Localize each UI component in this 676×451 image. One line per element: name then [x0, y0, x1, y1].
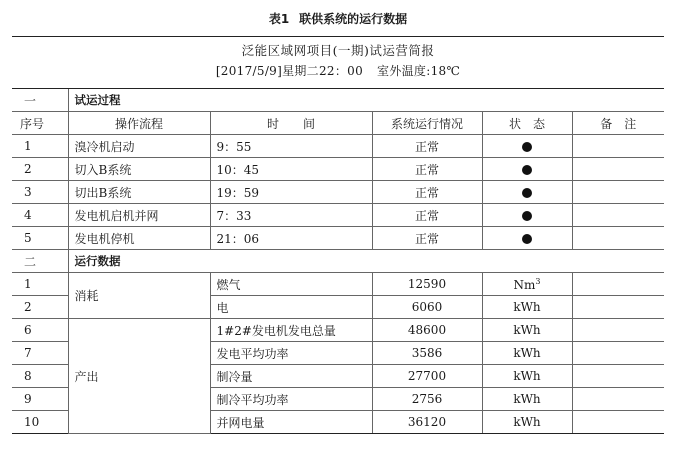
- row-note: [572, 135, 664, 158]
- table-caption: [0, 10, 676, 27]
- header-note: 备 注: [572, 112, 664, 135]
- row-no: 3: [12, 181, 68, 204]
- section-header-row: [12, 250, 664, 273]
- row-value: 36120: [372, 411, 482, 434]
- row-unit: kWh: [482, 319, 572, 342]
- row-value: 48600: [372, 319, 482, 342]
- table-row: [12, 273, 664, 296]
- row-note: [572, 181, 664, 204]
- row-situation: 正常: [372, 135, 482, 158]
- row-no: 4: [12, 204, 68, 227]
- row-value: 2756: [372, 388, 482, 411]
- filled-dot-icon: [522, 211, 532, 221]
- column-header-row: [12, 112, 664, 135]
- row-item: 制冷平均功率: [210, 388, 372, 411]
- row-item: 制冷量: [210, 365, 372, 388]
- table-row: [12, 158, 664, 181]
- section-label: 运行数据: [68, 250, 664, 273]
- row-no: 1: [12, 273, 68, 296]
- row-process: 溴冷机启动: [68, 135, 210, 158]
- row-time: 10：45: [210, 158, 372, 181]
- row-no: 8: [12, 365, 68, 388]
- row-time: 21：06: [210, 227, 372, 250]
- header-status: 状 态: [482, 112, 572, 135]
- row-situation: 正常: [372, 204, 482, 227]
- row-item: 燃气: [210, 273, 372, 296]
- table-row: [12, 319, 664, 342]
- section-number: 一: [12, 89, 68, 112]
- row-no: 1: [12, 135, 68, 158]
- header-process: 操作流程: [68, 112, 210, 135]
- table-row: [12, 204, 664, 227]
- filled-dot-icon: [522, 142, 532, 152]
- row-value: 6060: [372, 296, 482, 319]
- row-value: 27700: [372, 365, 482, 388]
- header-situation: 系统运行情况: [372, 112, 482, 135]
- section-header-row: [12, 89, 664, 112]
- row-note: [572, 227, 664, 250]
- filled-dot-icon: [522, 188, 532, 198]
- report-temperature: 室外温度:18℃: [377, 64, 461, 78]
- report-title: 泛能区域网项目(一期)试运营简报: [241, 43, 435, 58]
- row-time: 9：55: [210, 135, 372, 158]
- row-unit: kWh: [482, 342, 572, 365]
- row-item: 电: [210, 296, 372, 319]
- row-no: 10: [12, 411, 68, 434]
- row-unit: kWh: [482, 365, 572, 388]
- caption-text: 联供系统的运行数据: [299, 12, 408, 26]
- row-value: 3586: [372, 342, 482, 365]
- header-time: 时 间: [210, 112, 372, 135]
- report-subtitle: [12, 62, 664, 79]
- row-note: [572, 158, 664, 181]
- row-note: [572, 204, 664, 227]
- section-label: 试运过程: [68, 89, 664, 112]
- table-row: [12, 181, 664, 204]
- row-unit: kWh: [482, 388, 572, 411]
- row-no: 5: [12, 227, 68, 250]
- table-row: [12, 227, 664, 250]
- report-table: [12, 88, 664, 434]
- row-item: 并网电量: [210, 411, 372, 434]
- report-datetime: [2017/5/9]星期二22：00: [215, 64, 364, 78]
- row-value: 12590: [372, 273, 482, 296]
- row-item: 1#2#发电机发电总量: [210, 319, 372, 342]
- row-item: 发电平均功率: [210, 342, 372, 365]
- row-unit: Nm$^3$: [482, 273, 572, 296]
- group-consumption: 消耗: [68, 273, 210, 319]
- row-no: 6: [12, 319, 68, 342]
- row-no: 9: [12, 388, 68, 411]
- filled-dot-icon: [522, 234, 532, 244]
- row-unit: kWh: [482, 296, 572, 319]
- caption-number: 表1: [268, 12, 290, 26]
- section-number: 二: [12, 250, 68, 273]
- header-no: 序号: [12, 112, 68, 135]
- row-process: 切出B系统: [68, 181, 210, 204]
- row-no: 2: [12, 296, 68, 319]
- filled-dot-icon: [522, 165, 532, 175]
- row-situation: 正常: [372, 227, 482, 250]
- table-row: [12, 135, 664, 158]
- row-time: 19：59: [210, 181, 372, 204]
- row-process: 发电机停机: [68, 227, 210, 250]
- row-no: 7: [12, 342, 68, 365]
- row-situation: 正常: [372, 158, 482, 181]
- row-situation: 正常: [372, 181, 482, 204]
- row-time: 7：33: [210, 204, 372, 227]
- group-output: 产出: [68, 319, 210, 434]
- row-process: 切入B系统: [68, 158, 210, 181]
- row-no: 2: [12, 158, 68, 181]
- row-unit: kWh: [482, 411, 572, 434]
- report: [12, 36, 664, 434]
- row-process: 发电机启机并网: [68, 204, 210, 227]
